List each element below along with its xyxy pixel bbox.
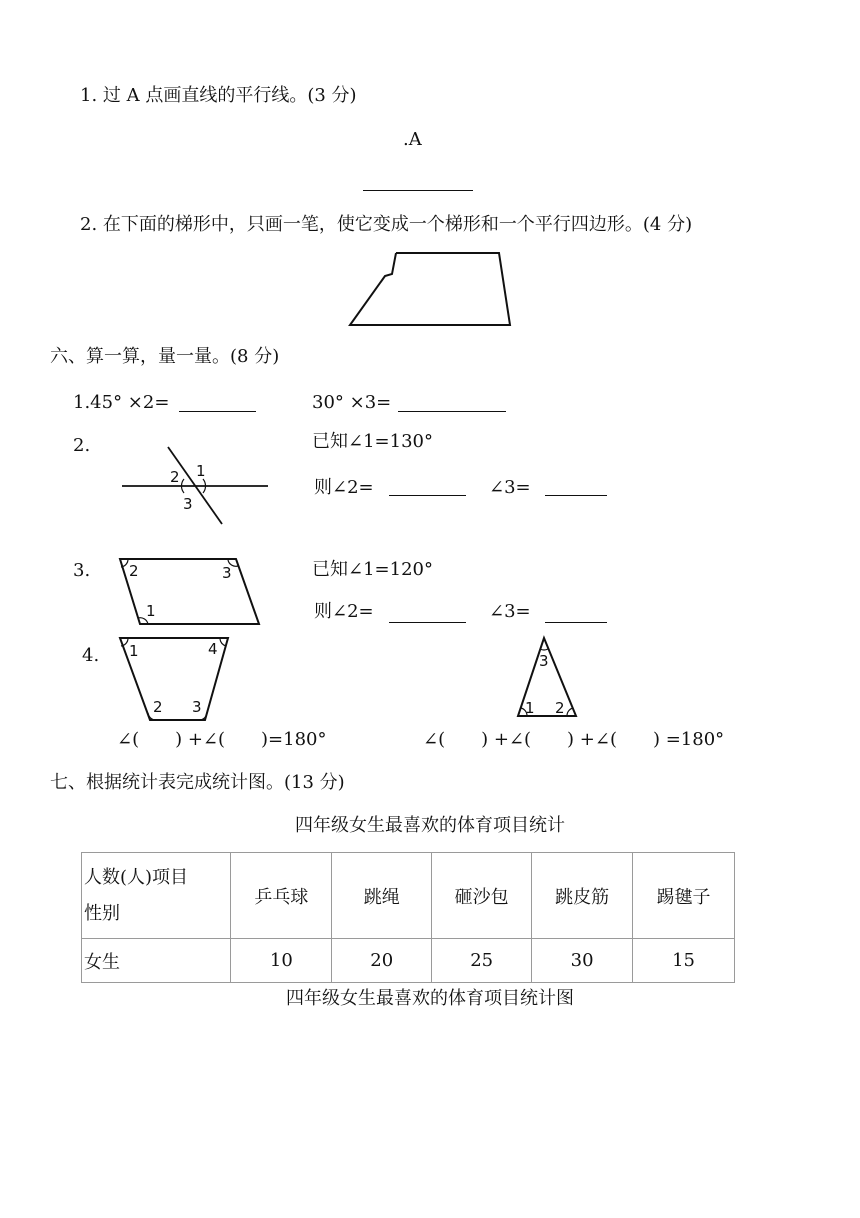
trap-angle-label-2: 2 xyxy=(153,698,163,716)
answer-blank-q3-2[interactable] xyxy=(389,622,466,623)
table-cell: 25 xyxy=(432,939,532,983)
q3-given: 已知∠1=120° xyxy=(312,559,433,580)
table-title: 四年级女生最喜欢的体育项目统计 xyxy=(295,815,565,836)
section6-heading: 六、算一算，量一量。(8 分) xyxy=(50,346,280,367)
q3-ask-2: 则∠2= xyxy=(314,601,374,622)
q4-equation-trapezoid: ∠( ) +∠( )=180° xyxy=(117,729,327,750)
header-corner-cell xyxy=(82,853,231,939)
tri-angle-label-2: 2 xyxy=(555,699,565,717)
angle-label-1: 1 xyxy=(196,462,206,480)
triangle-angles-figure xyxy=(515,636,580,720)
para-angle-label-2: 2 xyxy=(129,562,139,580)
parallelogram-figure xyxy=(118,556,263,628)
table-cell: 10 xyxy=(231,939,332,983)
q4-number: 4. xyxy=(82,645,100,666)
q1-instruction: 1. 过 A 点画直线的平行线。(3 分) xyxy=(80,85,357,106)
tri-angle-label-3: 3 xyxy=(539,652,549,670)
chart-title: 四年级女生最喜欢的体育项目统计图 xyxy=(286,988,574,1009)
q2-ask-3: ∠3= xyxy=(489,477,531,498)
q3-ask-3: ∠3= xyxy=(489,601,531,622)
trap-angle-label-1: 1 xyxy=(129,642,139,660)
para-angle-label-3: 3 xyxy=(222,564,232,582)
answer-blank-1b[interactable] xyxy=(398,411,506,412)
calc-1a: 1.45° ×2= xyxy=(73,392,170,413)
section7-heading: 七、根据统计表完成统计图。(13 分) xyxy=(50,772,345,793)
answer-blank-1a[interactable] xyxy=(179,411,256,412)
table-cell: 30 xyxy=(532,939,633,983)
column-header: 跳绳 xyxy=(332,853,432,939)
q4-equation-triangle: ∠( ) +∠( ) +∠( ) =180° xyxy=(423,729,725,750)
q2-instruction: 2. 在下面的梯形中，只画一笔，使它变成一个梯形和一个平行四边形。(4 分) xyxy=(80,214,693,235)
table-cell: 15 xyxy=(633,939,735,983)
table-row xyxy=(82,939,735,983)
trap-angle-label-3: 3 xyxy=(192,698,202,716)
trapezoid-figure[interactable] xyxy=(340,250,520,332)
point-a-label: .A xyxy=(403,129,422,150)
trap-angle-label-4: 4 xyxy=(208,640,218,658)
column-header: 乒乓球 xyxy=(231,853,332,939)
sports-stats-table xyxy=(81,852,735,983)
q3-number: 3. xyxy=(73,560,91,581)
header-corner-top: 人数(人)项目 xyxy=(84,866,189,888)
q2-given: 已知∠1=130° xyxy=(312,431,433,452)
answer-blank-q2-3[interactable] xyxy=(545,495,607,496)
q2-number: 2. xyxy=(73,435,91,456)
table-header-row xyxy=(82,853,735,939)
row-label: 女生 xyxy=(82,939,231,983)
q2-ask-2: 则∠2= xyxy=(314,477,374,498)
answer-blank-q2-2[interactable] xyxy=(389,495,466,496)
intersecting-lines-figure xyxy=(120,446,270,526)
reference-line xyxy=(363,190,473,191)
para-angle-label-1: 1 xyxy=(146,602,156,620)
column-header: 砸沙包 xyxy=(432,853,532,939)
answer-blank-q3-3[interactable] xyxy=(545,622,607,623)
angle-label-3: 3 xyxy=(183,495,193,513)
column-header: 跳皮筋 xyxy=(532,853,633,939)
calc-1b: 30° ×3= xyxy=(312,392,392,413)
table-cell: 20 xyxy=(332,939,432,983)
trapezoid-angles-figure xyxy=(118,636,233,722)
tri-angle-label-1: 1 xyxy=(525,699,535,717)
column-header: 踢毽子 xyxy=(633,853,735,939)
angle-label-2: 2 xyxy=(170,468,180,486)
header-corner-bottom: 性别 xyxy=(84,902,120,924)
